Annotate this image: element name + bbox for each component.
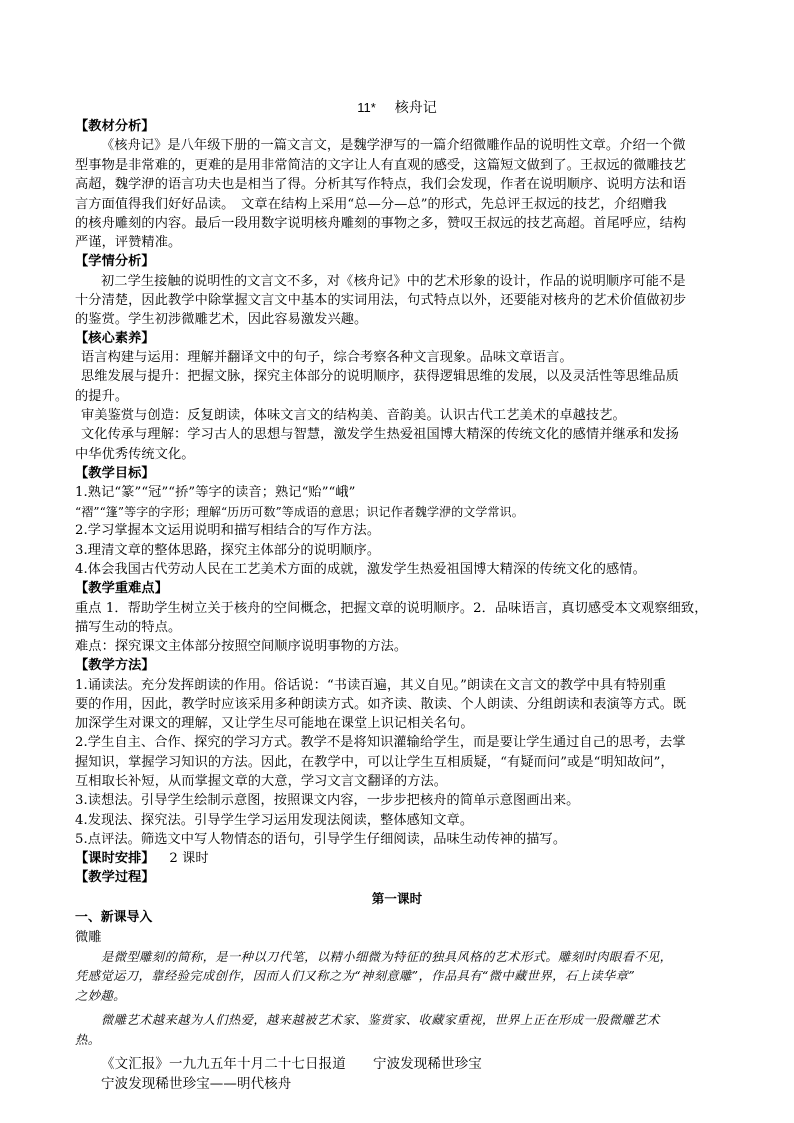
list-item: 1.诵读法。充分发挥朗读的作用。俗话说：“书读百遍，其义自见。”朗读在文言文的教学中具有特别重 (75, 678, 667, 693)
section-heading-teaching-methods: 【教学方法】 (75, 658, 155, 673)
news-line: 《文汇报》一九九五年十月二十七日报道 宁波发现稀世珍宝 (101, 1056, 482, 1072)
paragraph-line: 描写生动的特点。 (75, 620, 182, 635)
paragraph-line: 重点 1．帮助学生树立关于核舟的空间概念，把握文章的说明顺序。2．品味语言，真切感受本文观察细致， (75, 601, 708, 616)
lesson-number: 11* (357, 100, 376, 115)
section-heading-core-literacy: 【核心素养】 (75, 331, 155, 346)
paragraph-line: 难点：探究课文主体部分按照空间顺序说明事物的方法。 (75, 639, 408, 654)
list-item: 4.发现法、探究法。引导学生学习运用发现法阅读，整体感知文章。 (75, 813, 474, 828)
subsection-heading: 一、新课导入 (75, 910, 153, 925)
section-heading-key-points: 【教学重难点】 (75, 581, 169, 596)
lesson-heading: 第一课时 (371, 891, 423, 906)
paragraph-line: 的鉴赏。学生初涉微雕艺术，因此容易激发兴趣。 (75, 312, 368, 327)
paragraph-line: 审美鉴赏与创造：反复朗读，体味文言文的结构美、音韵美。认识古代工艺美术的卓越技艺。 (81, 408, 626, 423)
list-item: 3.读想法。引导学生绘制示意图，按照课文内容，一步步把核舟的简单示意图画出来。 (75, 793, 580, 808)
paragraph-line: 文化传承与理解：学习古人的思想与智慧，激发学生热爱祖国博大精深的传统文化的感情并继承和发扬 (81, 427, 679, 442)
paragraph-line: 语言构建与运用：理解并翻译文中的句子，综合考察各种文言现象。品味文章语言。 (81, 350, 573, 365)
quote-line: 微雕艺术越来越为人们热爱，越来越被艺术家、鉴赏家、收藏家重视，世界上正在形成一股微雕艺术 (101, 1013, 660, 1027)
list-item: “褶”“篷”等字的字形；理解“历历可数”等成语的意思；识记作者魏学洢的文学常识。 (75, 505, 524, 519)
paragraph-line: 初二学生接触的说明性的文言文不多，对《核舟记》中的艺术形象的设计，作品的说明顺序可能不是 (101, 274, 686, 289)
page-title (0, 97, 794, 117)
list-item: 2.学习掌握本文运用说明和描写相结合的写作方法。 (75, 523, 381, 538)
paragraph-line: 的核舟雕刻的内容。最后一段用数字说明核舟雕刻的事物之多，赞叹王叔远的技艺高超。首尾呼应，结构 (75, 216, 687, 231)
list-item: 2.学生自主、合作、探究的学习方式。教学不是将知识灌输给学生，而是要让学生通过自己的思考，去掌 (75, 735, 686, 750)
paragraph-line: 十分清楚，因此教学中除掌握文言文中基本的实词用法，句式特点以外，还要能对核舟的艺术价值做初步 (75, 293, 687, 308)
list-item: 5.点评法。筛选文中写人物情态的语句，引导学生仔细阅读，品味生动传神的描写。 (75, 832, 567, 847)
news-line: 宁波发现稀世珍宝——明代核舟 (101, 1076, 292, 1092)
section-heading-student-analysis: 【学情分析】 (75, 254, 155, 269)
term-label: 微雕 (75, 930, 102, 945)
paragraph-line: 言方面值得我们好好品读。 文章在结构上采用“总—分—总”的形式，先总评王叔远的技艺，介绍赠我 (75, 197, 667, 212)
lesson-title: 核舟记 (394, 100, 437, 116)
section-heading-teaching-goals: 【教学目标】 (75, 466, 155, 481)
section-heading-material-analysis: 【教材分析】 (75, 119, 155, 134)
list-item: 1.熟记“篆”“冠”“挢”等字的读音；熟记“贻”“峨” (75, 485, 356, 500)
quote-line: 之妙趣。 (75, 989, 126, 1003)
list-item: 3.理清文章的整体思路，探究主体部分的说明顺序。 (75, 543, 381, 558)
section-heading-teaching-process: 【教学过程】 (75, 870, 155, 885)
paragraph-line: 握知识，掌握学习知识的方法。因此，在教学中，可以让学生互相质疑，“有疑而问”或是“明知故问”， (75, 755, 674, 770)
paragraph-line: 加深学生对课文的理解，又让学生尽可能地在课堂上识记相关名句。 (75, 716, 474, 731)
list-item: 4.体会我国古代劳动人民在工艺美术方面的成就，激发学生热爱祖国博大精深的传统文化的感情。 (75, 562, 646, 577)
paragraph-line: 《核舟记》是八年级下册的一篇文言文，是魏学洢写的一篇介绍微雕作品的说明性文章。介绍一个微 (101, 138, 686, 153)
paragraph-line: 中华优秀传统文化。 (75, 447, 195, 462)
schedule-value: 2 课时 (169, 851, 209, 866)
paragraph-line: 型事物是非常难的，更难的是用非常简洁的文字让人有直观的感受，这篇短文做到了。王叔远的微雕技艺 (75, 158, 687, 173)
paragraph-line: 要的作用，因此，教学时应该采用多种朗读方式。如齐读、散读、个人朗读、分组朗读和表演等方式。既 (75, 697, 687, 712)
schedule-row (75, 849, 735, 869)
quote-line: 凭感觉运刀，靠经验完成创作，因而人们又称之为“神刻意雕”，作品具有“微中藏世界，石上读华章” (75, 969, 636, 983)
quote-line: 热。 (75, 1033, 101, 1047)
paragraph-line: 思维发展与提升：把握文脉，探究主体部分的说明顺序，获得逻辑思维的发展，以及灵活性等思维品质 (81, 369, 679, 384)
paragraph-line: 严谨，评赞精准。 (75, 235, 182, 250)
paragraph-line: 高超，魏学洢的语言功夫也是相当了得。分析其写作特点，我们会发现，作者在说明顺序、说明方法和语 (75, 177, 687, 192)
quote-line: 是微型雕刻的简称，是一种以刀代笔，以精小细微为特征的独具风格的艺术形式。雕刻时肉眼看不见， (101, 950, 673, 964)
section-heading-schedule: 【课时安排】 (75, 851, 155, 866)
paragraph-line: 的提升。 (75, 389, 129, 404)
paragraph-line: 互相取长补短，从而掌握文章的大意，学习文言文翻译的方法。 (75, 774, 448, 789)
